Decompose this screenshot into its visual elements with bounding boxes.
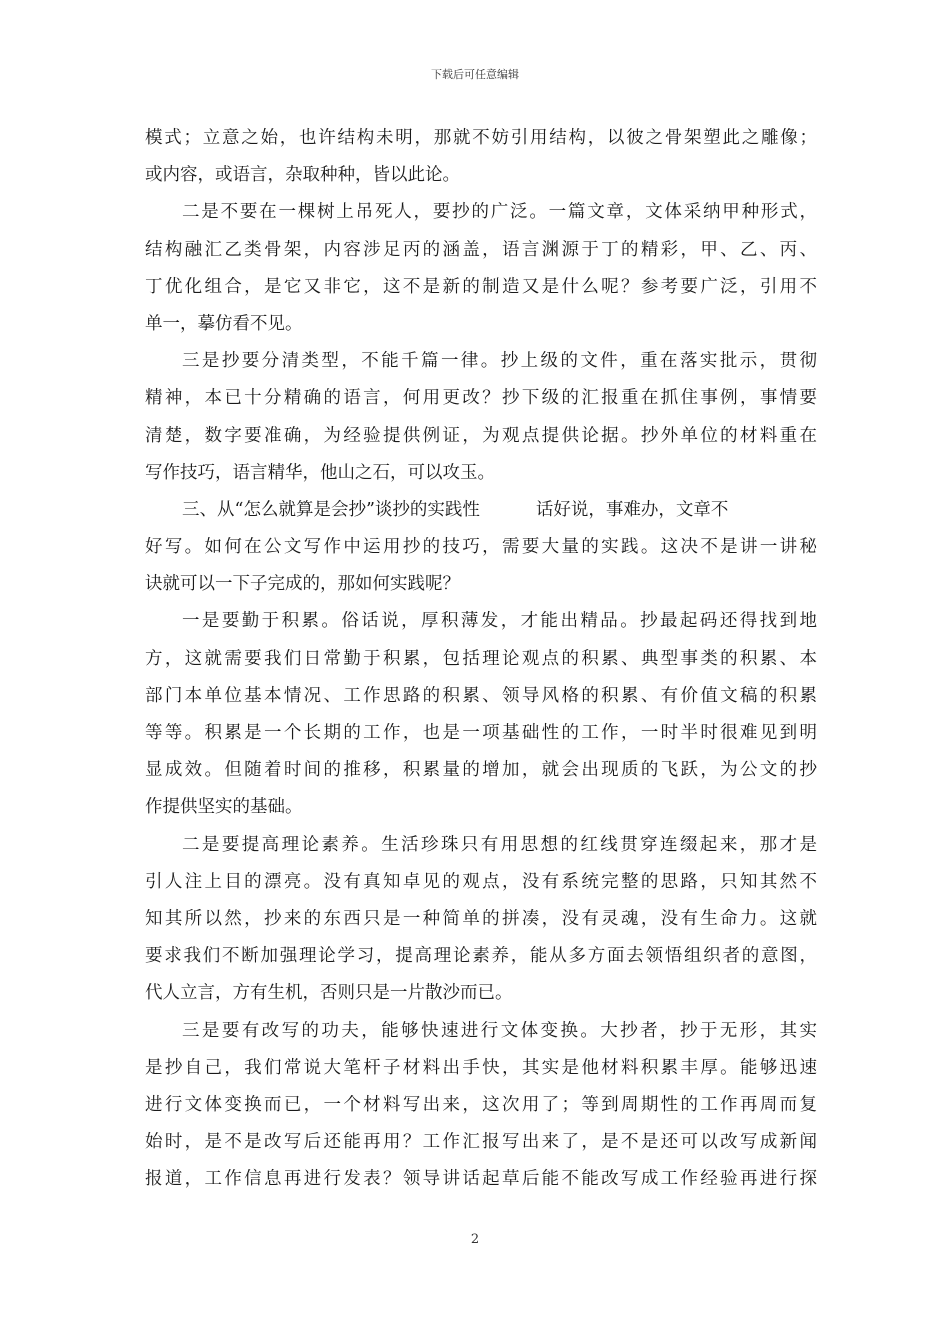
- text-line: 部门本单位基本情况、工作思路的积累、领导风格的积累、有价值文稿的积累: [145, 685, 817, 706]
- page-header: 下载后可任意编辑: [431, 68, 519, 81]
- text-line: 三是要有改写的功夫，能够快速进行文体变换。大抄者，抄于无形，其实: [182, 1020, 817, 1041]
- text-line: 引人注上目的漂亮。没有真知卓见的观点，没有系统完整的思路，只知其然不: [145, 871, 817, 892]
- text-line: 结构融汇乙类骨架，内容涉足丙的涵盖，语言渊源于丁的精彩，甲、乙、丙、: [145, 239, 817, 260]
- page-number: 2: [470, 1232, 480, 1247]
- paragraph: [145, 194, 817, 343]
- text-line: 二是不要在一棵树上吊死人，要抄的广泛。一篇文章，文体采纳甲种形式，: [182, 202, 817, 223]
- text-line: 二是要提高理论素养。生活珍珠只有用思想的红线贯穿连缀起来，那才是: [182, 834, 817, 855]
- section-heading-line: [145, 492, 817, 529]
- text-line: 代人立言，方有生机，否则只是一片散沙而已。: [145, 983, 513, 1004]
- text-line: 模式；立意之始，也许结构未明，那就不妨引用结构，以彼之骨架塑此之雕像；: [145, 128, 817, 148]
- paragraph: [145, 492, 817, 604]
- text-line: 单一，摹仿看不见。: [145, 313, 303, 334]
- text-line: 报道，工作信息再进行发表？领导讲话起草后能不能改写成工作经验再进行探: [145, 1169, 817, 1190]
- paragraph: [145, 603, 817, 826]
- text-line: 要求我们不断加强理论学习，提高理论素养，能从多方面去领悟组织者的意图，: [145, 946, 817, 967]
- text-line: 精神，本已十分精确的语言，何用更改？抄下级的汇报重在抓住事例，事情要: [145, 388, 817, 409]
- text-line: 丁优化组合，是它又非它，这不是新的制造又是什么呢？参考要广泛，引用不: [145, 276, 817, 297]
- text-line: 等等。积累是一个长期的工作，也是一项基础性的工作，一时半时很难见到明: [145, 723, 817, 743]
- paragraph: [145, 343, 817, 492]
- document-body: [145, 120, 817, 1198]
- text-line: 作提供坚实的基础。: [145, 797, 303, 818]
- text-line: 方，这就需要我们日常勤于积累，包括理论观点的积累、典型事类的积累、本: [145, 648, 817, 669]
- text-line: 一是要勤于积累。俗话说，厚积薄发，才能出精品。抄最起码还得找到地: [182, 611, 817, 632]
- text-line: 显成效。但随着时间的推移，积累量的增加，就会出现质的飞跃，为公文的抄: [145, 760, 817, 781]
- text-line: 清楚，数字要准确，为经验提供例证，为观点提供论据。抄外单位的材料重在: [145, 425, 817, 446]
- text-line: 知其所以然，抄来的东西只是一种简单的拼凑，没有灵魂，没有生命力。这就: [145, 908, 817, 929]
- text-line: 是抄自己，我们常说大笔杆子材料出手快，其实是他材料积累丰厚。能够迅速: [145, 1057, 817, 1078]
- section-heading: 三、从“怎么就算是会抄”谈抄的实践性: [182, 499, 480, 520]
- paragraph: [145, 827, 817, 1013]
- text-line: 三是抄要分清类型，不能千篇一律。抄上级的文件，重在落实批示，贯彻: [182, 351, 817, 372]
- text-line: 诀就可以一下子完成的，那如何实践呢？: [145, 574, 460, 595]
- paragraph: [145, 1013, 817, 1199]
- text-line: 写作技巧，语言精华，他山之石，可以攻玉。: [145, 462, 495, 483]
- text-line: 好写。如何在公文写作中运用抄的技巧，需要大量的实践。这决不是讲一讲秘: [145, 537, 817, 558]
- text-run: 话好说，事难办，文章不: [535, 499, 729, 520]
- paragraph: [145, 120, 817, 194]
- text-line: 进行文体变换而已，一个材料写出来，这次用了；等到周期性的工作再周而复: [145, 1094, 817, 1115]
- text-line: 或内容，或语言，杂取种种，皆以此论。: [145, 165, 460, 186]
- text-line: 始时，是不是改写后还能再用？工作汇报写出来了，是不是还可以改写成新闻: [145, 1132, 817, 1153]
